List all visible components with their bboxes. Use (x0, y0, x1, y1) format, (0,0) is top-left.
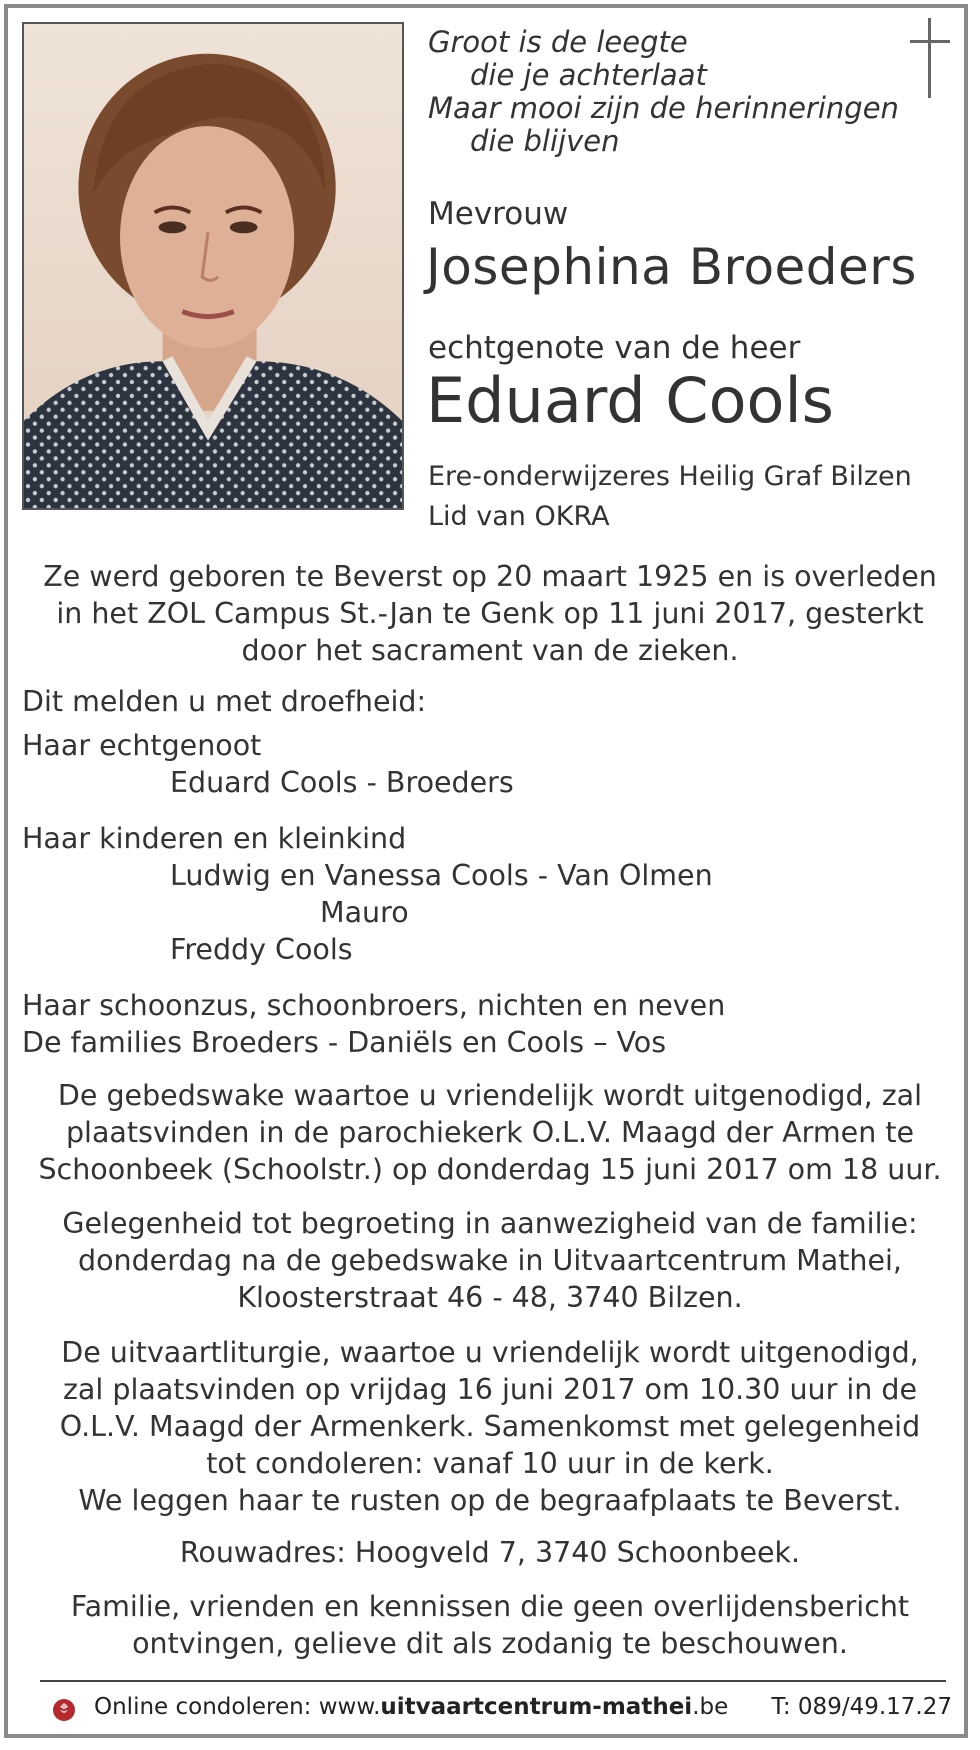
birth-death-paragraph (20, 558, 960, 669)
poem-line: die blijven (470, 124, 620, 158)
text-line: We leggen haar te rusten op de begraafplaats te Beverst. (78, 1484, 902, 1517)
spouse-name: Eduard Cools (426, 364, 834, 437)
wake-paragraph (20, 1077, 960, 1188)
poem-line: Maar mooi zijn de herinneringen (428, 91, 899, 125)
membership: Lid van OKRA (428, 501, 610, 532)
poem-line: die je achterlaat (470, 58, 707, 92)
phone-number: T: 089/49.17.27 (771, 1694, 952, 1720)
text-line: De uitvaartliturgie, waartoe u vriendelijk wordt uitgenodigd, (61, 1336, 919, 1369)
portrait-image (24, 24, 402, 508)
cross-icon (908, 18, 952, 98)
text-line: Ze werd geboren te Beverst op 20 maart 1925 en is overleden (43, 560, 937, 593)
text-line: tot condoleren: vanaf 10 uur in de kerk. (206, 1447, 774, 1480)
section-heading: Haar kinderen en kleinkind (22, 822, 407, 855)
memorial-poem (428, 26, 899, 158)
text-line: Kloosterstraat 46 - 48, 3740 Bilzen. (237, 1281, 743, 1314)
text-line: Schoonbeek (Schoolstr.) op donderdag 15 juni 2017 om 18 uur. (38, 1153, 942, 1186)
section-heading: Haar echtgenoot (22, 729, 262, 762)
honorific: Mevrouw (428, 196, 569, 232)
announcement: Dit melden u met droefheid: (22, 685, 427, 718)
occupation: Ere-onderwijzeres Heilig Graf Bilzen (428, 461, 912, 492)
spouse-section (22, 727, 514, 801)
text-line: Gelegenheid tot begroeting in aanwezigheid van de familie: (62, 1207, 918, 1240)
family-member: Eduard Cools - Broeders (170, 766, 514, 799)
mourning-address: Rouwadres: Hoogveld 7, 3740 Schoonbeek. (179, 1536, 801, 1569)
portrait-photo (22, 22, 404, 510)
text-line: in het ZOL Campus St.-Jan te Genk op 11 juni 2017, gesterkt (56, 597, 924, 630)
children-section (22, 820, 713, 968)
text-line: Familie, vrienden en kennissen die geen overlijdensbericht (70, 1590, 910, 1623)
spouse-intro: echtgenote van de heer (428, 330, 801, 366)
text-line: plaatsvinden in de parochiekerk O.L.V. Maagd der Armen te (65, 1116, 915, 1149)
other-relatives (22, 987, 725, 1061)
text-line: De gebedswake waartoe u vriendelijk wordt uitgenodigd, zal (57, 1079, 923, 1112)
text-line: door het sacrament van de zieken. (241, 634, 739, 667)
condolence-label: Online condoleren: www. (94, 1694, 381, 1720)
online-condolence-link[interactable] (94, 1694, 728, 1720)
poem-line: Groot is de leegte (428, 25, 688, 59)
website-name: uitvaartcentrum-mathei (380, 1694, 693, 1720)
family-member: Freddy Cools (170, 933, 353, 966)
text-line: O.L.V. Maagd der Armenkerk. Samenkomst met gelegenheid (59, 1410, 921, 1443)
text-line: zal plaatsvinden op vrijdag 16 juni 2017 om 10.30 uur in de (62, 1373, 918, 1406)
deceased-name: Josephina Broeders (426, 238, 917, 296)
family-member: Ludwig en Vanessa Cools - Van Olmen (170, 859, 713, 892)
family-member: Mauro (320, 896, 409, 929)
text-line: De families Broeders - Daniëls en Cools – Vos (22, 1026, 667, 1059)
text-line: ontvingen, gelieve dit als zodanig te beschouwen. (132, 1627, 848, 1660)
text-line: donderdag na de gebedswake in Uitvaartcentrum Mathei, (78, 1244, 902, 1277)
rose-icon (52, 1698, 76, 1722)
text-line: Haar schoonzus, schoonbroers, nichten en neven (22, 989, 726, 1022)
funeral-paragraph (20, 1334, 960, 1519)
closing-paragraph (20, 1588, 960, 1662)
greeting-paragraph (20, 1205, 960, 1316)
footer-divider (40, 1680, 946, 1682)
website-suffix: .be (692, 1694, 729, 1720)
